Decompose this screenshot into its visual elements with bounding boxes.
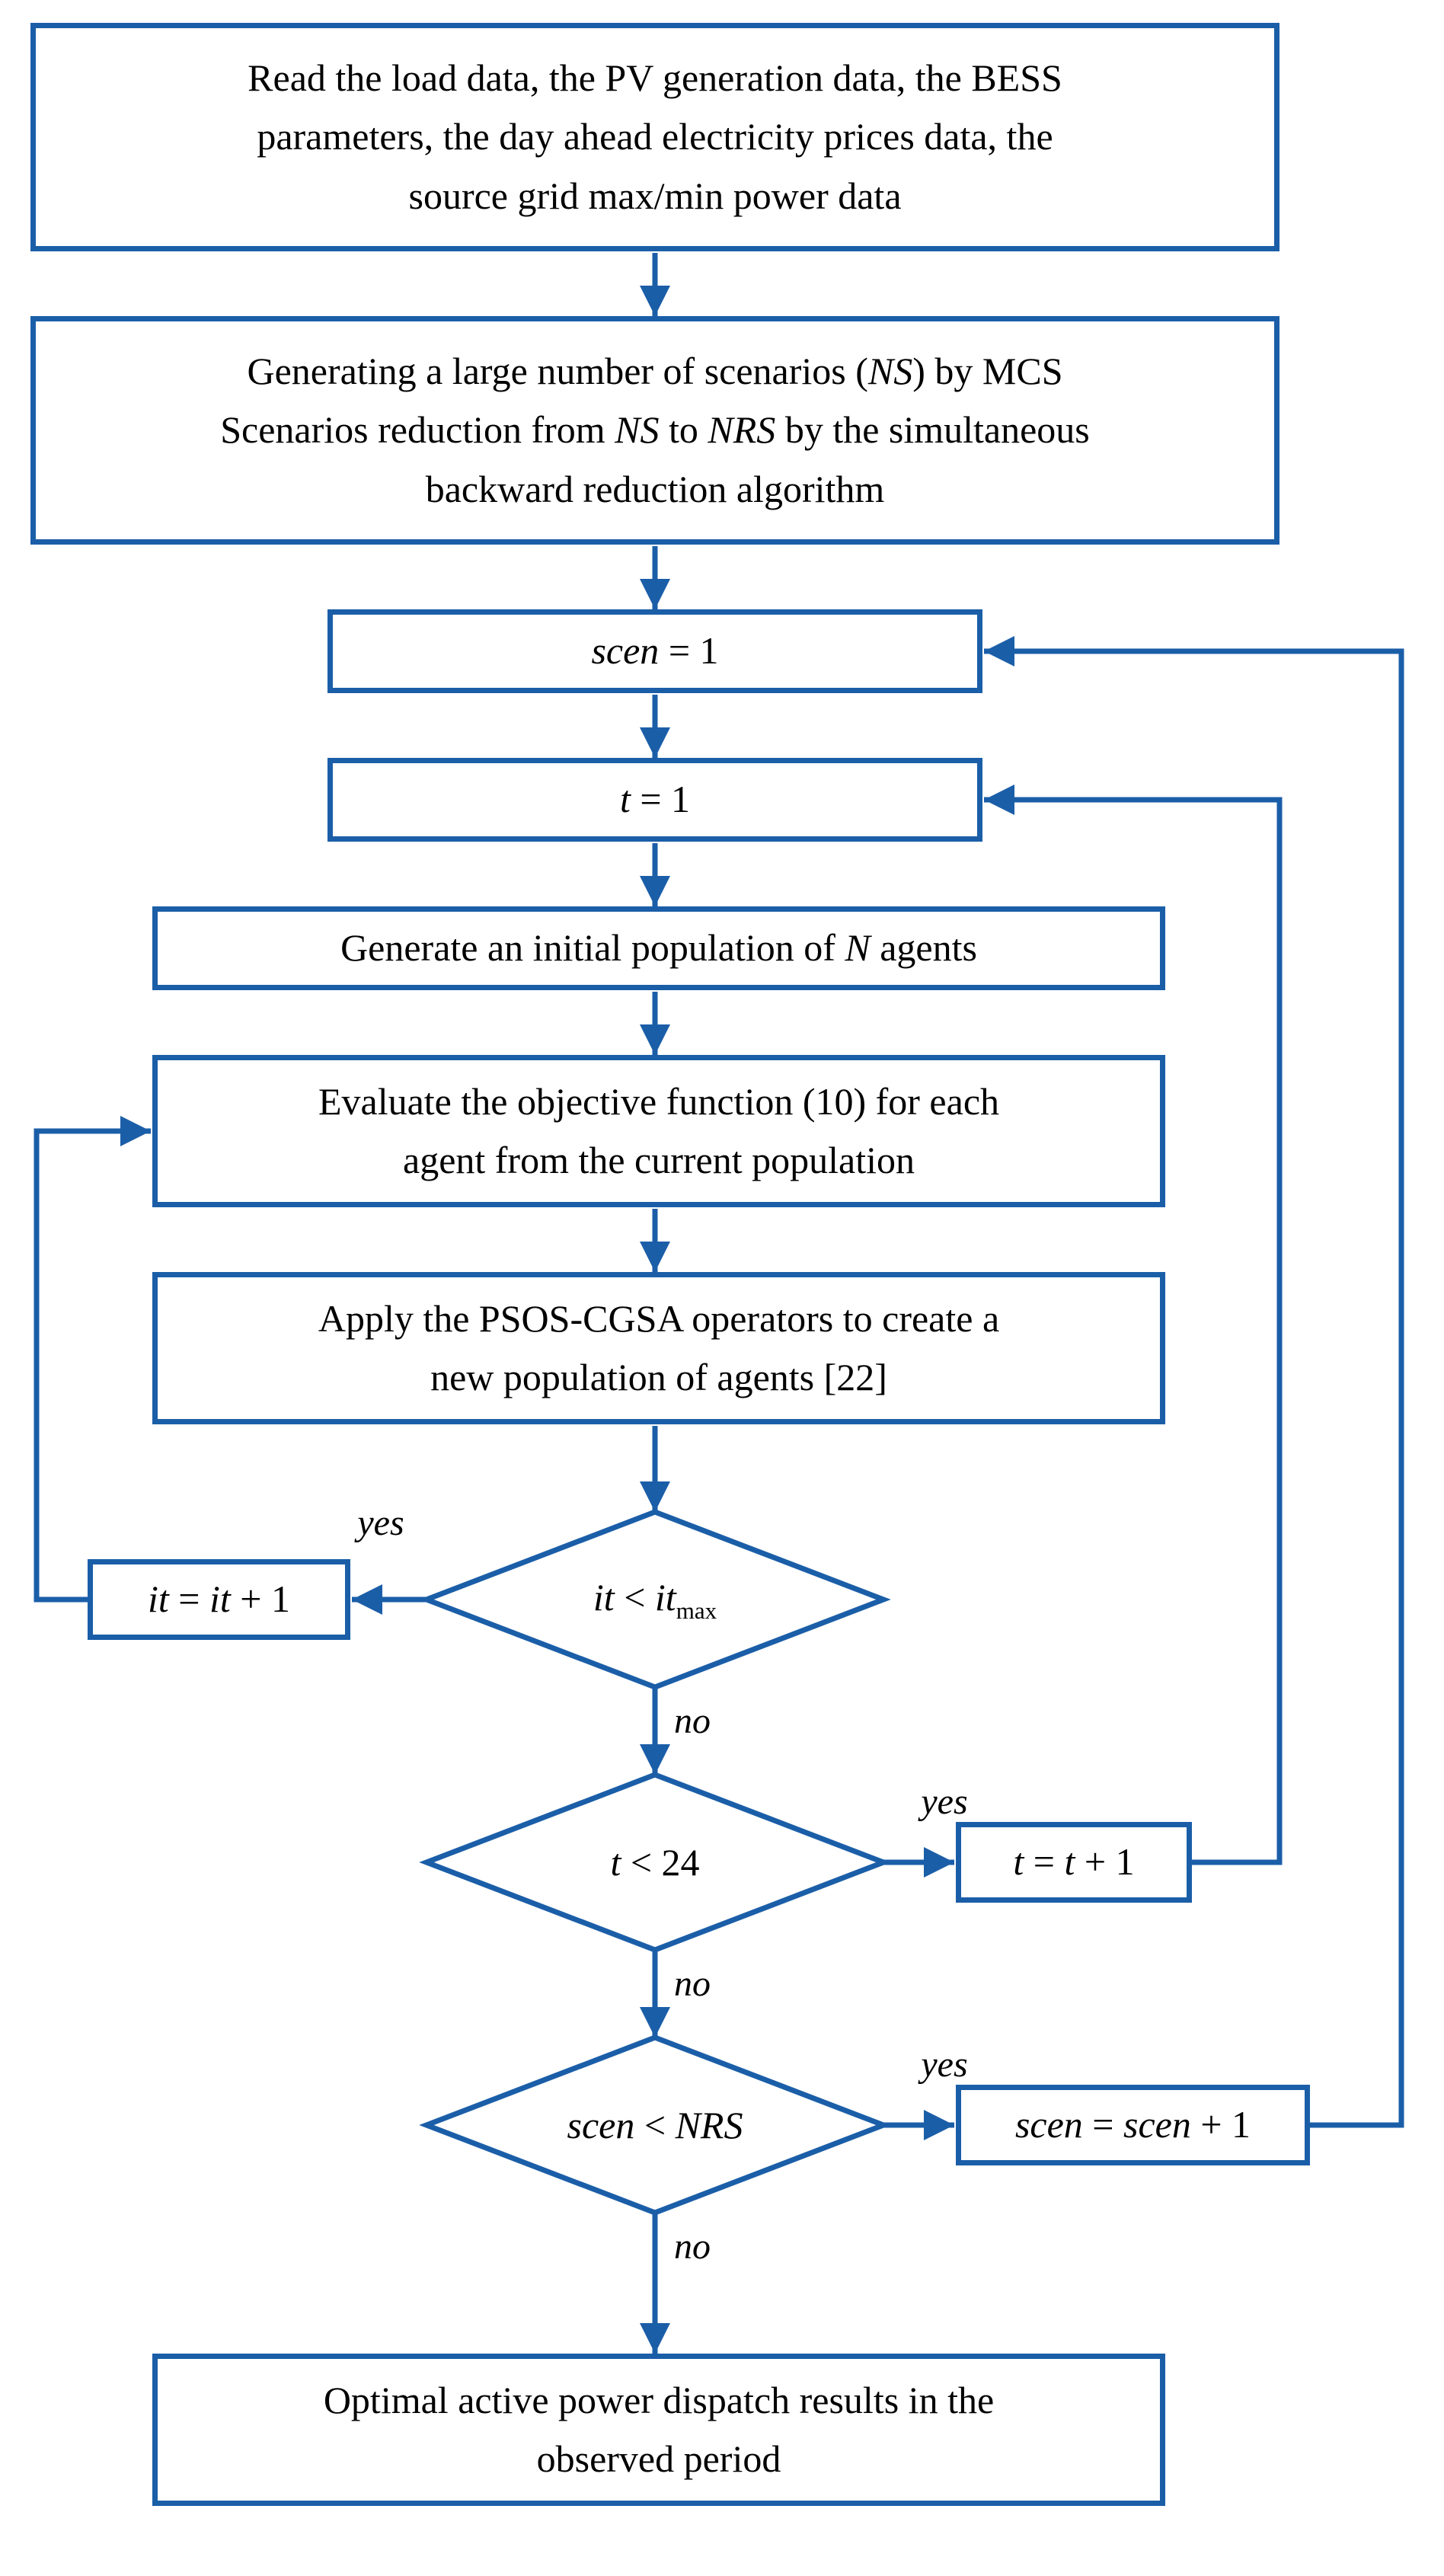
node-evaluate-objective-label: Evaluate the objective function (10) for each agent from the current population [318, 1079, 1000, 1181]
node-scen-init [327, 609, 982, 693]
node-it-increment-label: it = it + 1 [148, 1577, 290, 1621]
loop-it-to-evaluate [37, 1131, 151, 1600]
node-scen-increment-label: scen = scen + 1 [1014, 2103, 1251, 2146]
label-no-check-t: no [674, 1964, 711, 2004]
node-check-t-label: t < 24 [610, 1841, 700, 1884]
node-generate-population-label: Generate an initial population of N agents [340, 926, 977, 970]
node-scen-init-label: scen = 1 [591, 629, 719, 673]
node-result-label: Optimal active power dispatch results in the observed period [323, 2378, 995, 2480]
node-t-init [327, 758, 982, 842]
node-t-increment-label: t = t + 1 [1013, 1840, 1135, 1884]
node-read-data-label: Read the load data, the PV generation data, the BESS parameters, the day ahead electricity prices data, the source grid max/min power data [248, 56, 1062, 217]
node-t-init-label: t = 1 [619, 778, 691, 821]
node-check-it-label: it < $it_{max}$ [593, 1575, 717, 1624]
node-apply-operators-label: Apply the PSOS-CGSA operators to create a new population of agents [22] [318, 1296, 1000, 1398]
label-yes-check-it: yes [357, 1503, 404, 1543]
node-t-increment [956, 1822, 1192, 1903]
node-result [152, 2354, 1165, 2506]
label-yes-check-t: yes [921, 1782, 968, 1822]
node-generate-population [152, 906, 1165, 990]
label-no-check-scen: no [674, 2226, 711, 2267]
node-check-it [503, 1563, 807, 1636]
node-scenario-generation-label: Generating a large number of scenarios (NS) by MCS Scenarios reduction from NS to NRS by the simultaneous backward reduction algorithm [220, 349, 1090, 510]
node-check-t [503, 1826, 807, 1899]
node-scen-increment [956, 2085, 1310, 2165]
node-check-scen [503, 2089, 807, 2162]
node-it-increment [88, 1559, 350, 1640]
node-scenario-generation [30, 316, 1279, 545]
label-yes-check-scen: yes [921, 2044, 968, 2085]
label-no-check-it: no [674, 1701, 711, 1741]
node-read-data [30, 23, 1279, 251]
node-check-scen-label: scen < NRS [567, 2104, 743, 2146]
node-evaluate-objective [152, 1055, 1165, 1207]
node-apply-operators [152, 1272, 1165, 1424]
